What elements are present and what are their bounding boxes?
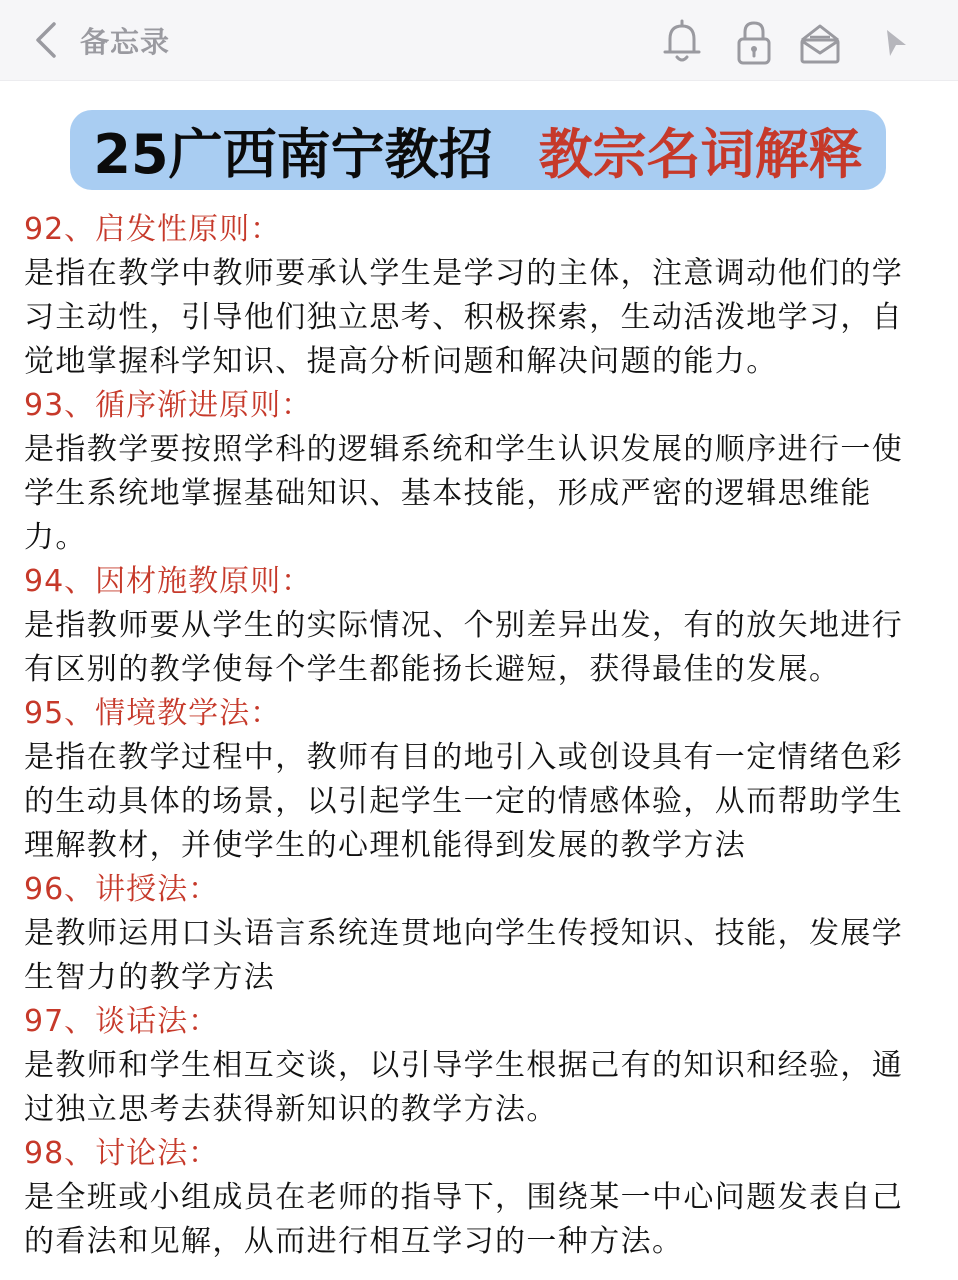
entry [24, 384, 924, 560]
term-heading: 95、情境教学法： [24, 696, 282, 731]
definition-line: 的看法和见解，从而进行相互学习的一种方法。 [24, 1224, 684, 1259]
definition-line: 是全班或小组成员在老师的指导下，围绕某一中心问题发表自己 [24, 1180, 904, 1215]
back-label: 备忘录 [80, 24, 171, 59]
lock-icon [732, 18, 776, 66]
title-banner [70, 110, 886, 190]
banner-title-left: 25广西南宁教招 [93, 122, 493, 186]
definition-line: 生智力的教学方法 [24, 960, 276, 995]
definition-line: 有区别的教学使每个学生都能扬长避短，获得最佳的发展。 [24, 652, 841, 687]
mail-button[interactable] [798, 18, 842, 66]
definition-line: 是教师运用口头语言系统连贯地向学生传授知识、技能，发展学 [24, 916, 904, 951]
definition-line: 是指教学要按照学科的逻辑系统和学生认识发展的顺序进行一使 [24, 432, 904, 467]
entry [24, 208, 924, 384]
share-button[interactable] [878, 18, 914, 66]
definition-line: 的生动具体的场景，以引起学生一定的情感体验，从而帮助学生 [24, 784, 904, 819]
lock-button[interactable] [732, 18, 776, 66]
definition-line: 是指教师要从学生的实际情况、个别差异出发，有的放矢地进行 [24, 608, 904, 643]
banner-title-right: 教宗名词解释 [538, 122, 863, 186]
entry [24, 1132, 924, 1264]
mail-icon [798, 18, 842, 66]
bell-button[interactable] [660, 18, 704, 66]
term-heading: 96、讲授法： [24, 872, 220, 907]
term-heading: 92、启发性原则： [24, 212, 282, 247]
entry [24, 1000, 924, 1132]
definition-line: 是指在教学中教师要承认学生是学习的主体，注意调动他们的学 [24, 256, 904, 291]
definition-line: 过独立思考去获得新知识的教学方法。 [24, 1092, 558, 1127]
note-content [24, 208, 924, 1264]
definition-line: 力。 [24, 520, 87, 555]
definition-line: 学生系统地掌握基础知识、基本技能，形成严密的逻辑思维能 [24, 476, 872, 511]
bell-icon [660, 18, 704, 66]
chevron-left-icon [30, 20, 64, 60]
term-heading: 98、讨论法： [24, 1136, 220, 1171]
entry [24, 692, 924, 868]
definition-line: 是指在教学过程中，教师有目的地引入或创设具有一定情绪色彩 [24, 740, 904, 775]
share-arrow-icon [878, 18, 914, 66]
entry [24, 560, 924, 692]
definition-line: 习主动性，引导他们独立思考、积极探索，生动活泼地学习，自 [24, 300, 904, 335]
navigation-bar [0, 0, 958, 81]
entry [24, 868, 924, 1000]
term-heading: 94、因材施教原则： [24, 564, 313, 599]
term-heading: 93、循序渐进原则： [24, 388, 313, 423]
definition-line: 觉地掌握科学知识、提高分析问题和解决问题的能力。 [24, 344, 778, 379]
definition-line: 理解教材，并使学生的心理机能得到发展的教学方法 [24, 828, 747, 863]
back-button[interactable] [30, 16, 170, 64]
definition-line: 是教师和学生相互交谈，以引导学生根据己有的知识和经验，通 [24, 1048, 904, 1083]
term-heading: 97、谈话法： [24, 1004, 220, 1039]
